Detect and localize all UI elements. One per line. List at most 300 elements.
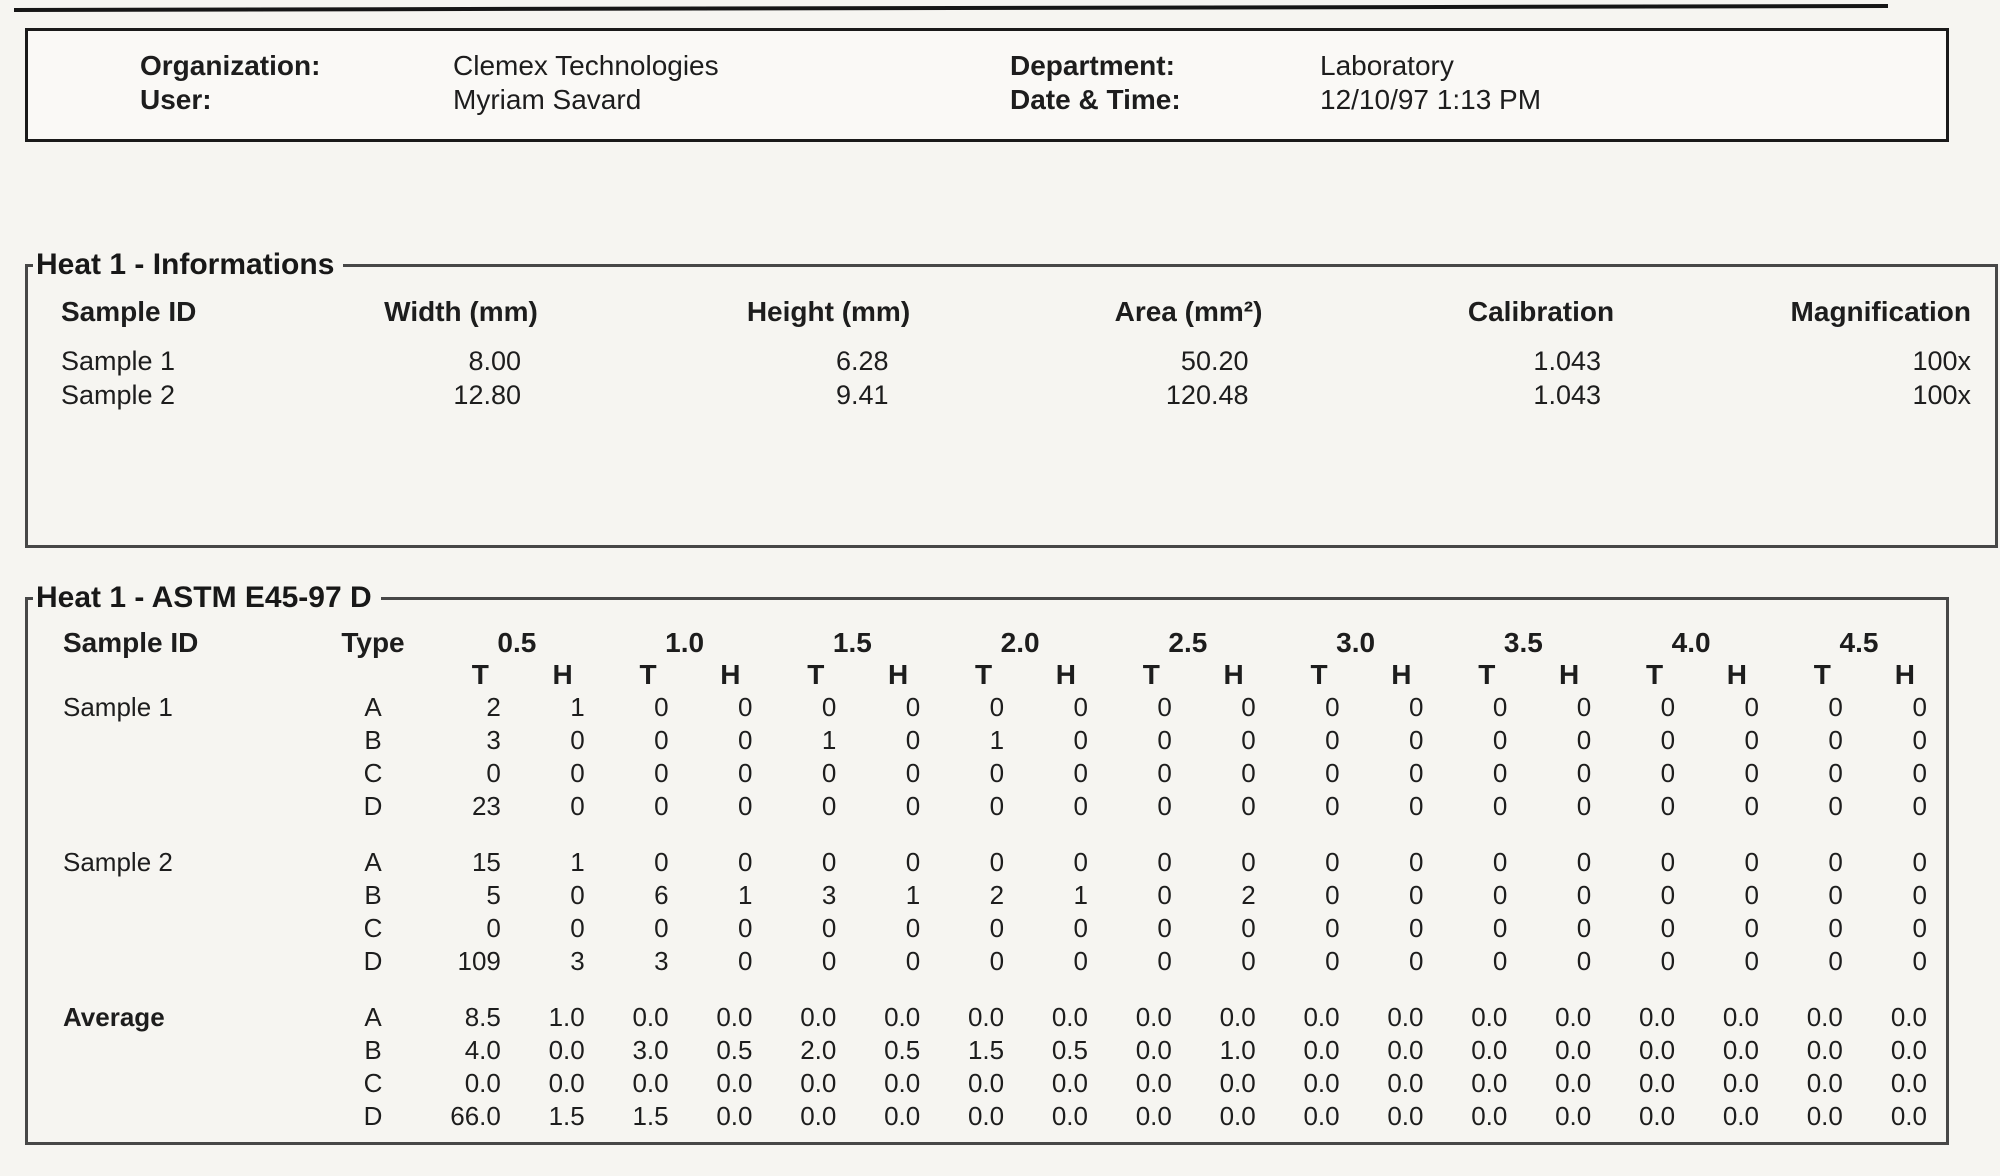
astm-value-cell: 0 [1660,758,1676,788]
astm-value-cell: 0 [905,847,921,877]
astm-value-cell: 0 [1744,692,1759,722]
astm-subcol-header: T [807,659,825,690]
astm-value-cell: 4.0 [464,1035,501,1065]
astm-value-cell: 0 [1660,692,1676,722]
astm-value-cell: 0.5 [1051,1035,1088,1065]
astm-value-cell: 0.0 [1722,1068,1759,1098]
astm-type-cell: A [364,692,382,722]
info-value: 8.00 [468,345,521,376]
astm-value-cell: 1.5 [632,1101,669,1131]
astm-type-cell: D [363,1101,383,1131]
astm-value-cell: 0 [1409,847,1424,877]
astm-value-cell: 0.0 [1051,1068,1088,1098]
astm-value-cell: 0.0 [1555,1068,1592,1098]
astm-value-cell: 0 [905,725,921,755]
astm-value-cell: 0.0 [1303,1035,1340,1065]
astm-value-cell: 0.0 [632,1068,669,1098]
astm-value-cell: 0.0 [1806,1002,1843,1032]
astm-value-cell: 1 [570,692,585,722]
astm-value-cell: 0 [1576,847,1592,877]
user-value: Myriam Savard [453,84,642,115]
astm-row [33,1067,1943,1100]
astm-value-cell: 0 [1492,847,1508,877]
astm-value-cell: 0.0 [1806,1068,1843,1098]
astm-value-cell: 0 [1157,880,1172,910]
astm-value-cell: 0 [1576,725,1592,755]
astm-subcol-header: T [1478,659,1496,690]
info-value-cell [1366,378,1716,412]
astm-value-cell: 0 [989,946,1005,976]
astm-value-cell: 0 [1409,913,1424,943]
info-col-header: Height (mm) [746,296,911,327]
astm-sample-label: Average [63,1002,165,1032]
astm-value-cell: 1 [1073,880,1088,910]
astm-value-cell: 0 [486,758,501,788]
organization-value: Clemex Technologies [453,50,719,81]
info-value-cell: 100x [1912,345,1971,376]
info-value-cell [1011,378,1366,412]
astm-value-cell: 0 [1744,880,1759,910]
astm-row [33,945,1943,978]
astm-value-cell: 0 [1492,758,1508,788]
astm-value-cell: 2 [1241,880,1256,910]
informations-section-title: Heat 1 - Informations [36,248,335,281]
astm-value-cell: 0 [1157,692,1172,722]
astm-value-cell: 0 [1492,880,1508,910]
astm-value-cell: 1 [570,847,585,877]
astm-row [33,691,1943,724]
info-value-cell [276,344,646,378]
astm-value-cell: 2.0 [800,1035,837,1065]
astm-value-cell: 0 [570,725,585,755]
astm-value-cell: 0.0 [1638,1101,1676,1131]
info-col-header: Width (mm) [384,296,538,327]
astm-value-cell: 0.0 [1387,1002,1424,1032]
astm-value-cell: 0 [486,913,501,943]
astm-value-cell: 0 [821,692,837,722]
astm-value-cell: 0 [1409,758,1424,788]
astm-subcol-header: H [720,659,741,690]
astm-sample-label [33,912,313,945]
astm-row [33,1001,1943,1034]
astm-value-cell: 0 [1241,913,1256,943]
astm-value-cell: 0 [1660,847,1676,877]
info-value: 1.043 [1533,345,1601,376]
astm-value-cell: 0.0 [800,1068,837,1098]
astm-value-cell: 0 [1828,913,1843,943]
astm-value-cell: 0 [1409,880,1424,910]
astm-value-cell: 0 [1660,791,1676,821]
astm-value-cell: 3 [486,725,501,755]
astm-value-cell: 0.0 [1219,1101,1256,1131]
astm-value-cell: 0.0 [1890,1002,1927,1032]
astm-value-cell: 0 [1325,725,1340,755]
astm-value-cell: 0 [1744,913,1759,943]
info-value-cell [646,344,1011,378]
astm-value-cell: 0 [1660,725,1676,755]
astm-value-cell: 0.0 [1722,1035,1759,1065]
astm-value-cell: 0 [1828,791,1843,821]
astm-value-cell: 0 [1912,791,1927,821]
astm-value-cell: 0 [1576,791,1592,821]
astm-row [33,724,1943,757]
sample-id-cell: Sample 2 [61,379,176,410]
astm-value-cell: 0 [1912,847,1927,877]
astm-table [33,627,1943,1133]
astm-value-cell: 0 [1576,880,1592,910]
astm-value-cell: 0.0 [1219,1002,1256,1032]
astm-value-cell: 0 [1073,692,1088,722]
astm-value-cell: 0 [905,913,921,943]
astm-value-cell: 0.0 [1471,1068,1508,1098]
astm-type-cell: D [363,946,383,976]
astm-subcol-header: H [1223,659,1244,690]
astm-value-cell: 0.0 [1471,1002,1508,1032]
astm-severity-header: 3.5 [1503,627,1543,658]
astm-value-cell: 0 [905,692,921,722]
astm-value-cell: 0.0 [884,1101,921,1131]
info-value: 1.043 [1533,379,1601,410]
astm-value-cell: 0 [1241,725,1256,755]
astm-value-cell: 0 [905,946,921,976]
astm-value-cell: 3 [821,880,837,910]
department-value: Laboratory [1320,50,1454,81]
astm-value-cell: 0 [1744,725,1759,755]
astm-value-cell: 2 [989,880,1005,910]
astm-severity-header: 2.0 [1000,627,1040,658]
astm-value-cell: 0 [1492,725,1508,755]
astm-value-cell: 0.0 [1135,1101,1172,1131]
astm-value-cell: 0 [821,913,837,943]
astm-value-cell: 0 [1660,880,1676,910]
astm-value-cell: 0 [1157,913,1172,943]
astm-value-cell: 0 [1157,758,1172,788]
astm-value-cell: 0 [1576,758,1592,788]
astm-value-cell: 0 [1576,946,1592,976]
astm-value-cell: 0 [989,692,1005,722]
astm-value-cell: 0 [1157,725,1172,755]
astm-value-cell: 0 [1073,913,1088,943]
astm-value-cell: 0 [1325,791,1340,821]
astm-subcol-header: T [1646,659,1664,690]
info-value: 6.28 [835,345,889,376]
info-row [33,378,1995,412]
astm-value-cell: 0 [1660,913,1676,943]
astm-value-cell: 0 [1409,791,1424,821]
astm-value-cell: 0 [1157,847,1172,877]
astm-severity-header: 4.5 [1839,627,1879,658]
astm-value-cell: 0 [989,791,1005,821]
astm-value-cell: 0 [738,758,753,788]
astm-value-cell: 1 [989,725,1005,755]
astm-value-cell: 0 [821,847,837,877]
astm-value-cell: 0 [738,791,753,821]
astm-type-cell: B [364,1035,382,1065]
astm-value-cell: 0 [1744,847,1759,877]
report-header [25,28,1949,142]
astm-value-cell: 3 [570,946,585,976]
astm-row [33,846,1943,879]
astm-value-cell: 0 [1073,946,1088,976]
astm-value-cell: 109 [457,946,501,976]
astm-value-cell: 0 [821,791,837,821]
astm-severity-header: 1.5 [832,627,872,658]
astm-value-cell: 0.0 [1303,1101,1340,1131]
astm-value-cell: 0 [1660,946,1676,976]
astm-value-cell: 0 [570,791,585,821]
astm-value-cell: 0.0 [1135,1068,1172,1098]
astm-value-cell: 0 [1409,725,1424,755]
astm-value-cell: 1.5 [967,1035,1005,1065]
astm-value-cell: 0.0 [800,1002,837,1032]
astm-value-cell: 0 [905,758,921,788]
astm-value-cell: 2 [486,692,501,722]
astm-value-cell: 0.0 [1135,1002,1172,1032]
astm-type-cell: A [364,847,382,877]
astm-value-cell: 0 [1492,692,1508,722]
astm-value-cell: 3 [654,946,669,976]
astm-value-cell: 8.5 [464,1002,501,1032]
astm-type-cell: B [364,880,382,910]
info-value-cell [646,378,1011,412]
astm-value-cell: 0 [738,946,753,976]
astm-value-cell: 0.0 [1219,1068,1256,1098]
astm-value-cell: 0 [1828,946,1843,976]
astm-value-cell: 0.0 [464,1068,501,1098]
info-row [33,344,1995,378]
astm-value-cell: 0.0 [884,1068,921,1098]
astm-value-cell: 0.0 [548,1035,585,1065]
astm-value-cell: 1 [821,725,837,755]
astm-value-cell: 0 [1828,847,1843,877]
astm-subcol-header: H [552,659,573,690]
astm-type-cell: C [363,913,383,943]
astm-value-cell: 0.0 [1555,1101,1592,1131]
info-value-cell [1366,344,1716,378]
astm-value-cell: 6 [654,880,669,910]
astm-value-cell: 0.0 [967,1101,1005,1131]
astm-severity-header: 1.0 [665,627,705,658]
astm-value-cell: 0 [1576,692,1592,722]
astm-value-cell: 0.0 [967,1002,1005,1032]
astm-value-cell: 0 [1492,791,1508,821]
astm-value-cell: 0.0 [1806,1035,1843,1065]
astm-value-cell: 0.0 [1387,1101,1424,1131]
astm-value-cell: 0.0 [1387,1035,1424,1065]
astm-spacer-row [33,823,1943,846]
astm-row [33,912,1943,945]
astm-severity-header: 0.5 [497,627,537,658]
astm-severity-header: 4.0 [1671,627,1711,658]
astm-row [33,1034,1943,1067]
astm-value-cell: 0 [654,725,669,755]
astm-value-cell: 0 [1073,758,1088,788]
astm-value-cell: 0 [1828,758,1843,788]
astm-value-cell: 0 [738,692,753,722]
astm-value-cell: 1.0 [1219,1035,1256,1065]
astm-sample-label [33,724,313,757]
info-col-header: Area (mm²) [1114,296,1263,327]
astm-value-cell: 0.0 [1051,1101,1088,1131]
department-label: Department: [1010,50,1175,81]
astm-value-cell: 0.0 [1638,1035,1676,1065]
astm-value-cell: 0 [1409,946,1424,976]
astm-value-cell: 0 [1241,758,1256,788]
astm-value-cell: 0.0 [548,1068,585,1098]
astm-value-cell: 0 [1241,692,1256,722]
info-col-header: Sample ID [61,296,197,327]
astm-value-cell: 0 [654,758,669,788]
astm-value-cell: 0.0 [1890,1101,1927,1131]
astm-subcol-header: T [1310,659,1328,690]
astm-value-cell: 0 [1828,880,1843,910]
astm-sample-label [33,1100,313,1133]
astm-value-cell: 0.0 [884,1002,921,1032]
astm-section [25,583,1949,1145]
astm-value-cell: 0 [1912,692,1927,722]
astm-severity-header: 2.5 [1168,627,1208,658]
info-value: 12.80 [453,379,521,410]
info-value: 120.48 [1165,379,1249,410]
astm-value-cell: 0 [1828,725,1843,755]
astm-value-cell: 0 [1409,692,1424,722]
astm-value-cell: 0 [1492,913,1508,943]
astm-value-cell: 0 [1073,847,1088,877]
info-value-cell: 100x [1912,379,1971,410]
astm-type-cell: D [363,791,383,821]
scan-edge-line [14,4,1888,12]
info-col-header: Calibration [1467,296,1615,327]
astm-value-cell: 0.0 [1387,1068,1424,1098]
astm-value-cell: 0 [1325,913,1340,943]
astm-value-cell: 0.5 [884,1035,921,1065]
astm-value-cell: 0 [570,913,585,943]
info-value: 9.41 [835,379,889,410]
astm-value-cell: 0 [654,847,669,877]
astm-value-cell: 0 [654,791,669,821]
info-col-header: Magnification [1790,296,1971,327]
astm-value-cell: 0.0 [716,1002,753,1032]
astm-section-title: Heat 1 - ASTM E45-97 D [36,581,372,614]
astm-value-cell: 0 [570,880,585,910]
astm-severity-header: 3.0 [1336,627,1376,658]
astm-value-cell: 0 [1325,758,1340,788]
astm-subcol-header: T [975,659,993,690]
astm-value-cell: 0.0 [1806,1101,1843,1131]
astm-value-cell: 0 [1325,946,1340,976]
astm-sample-label [33,1034,313,1067]
astm-value-cell: 0 [989,913,1005,943]
astm-row [33,879,1943,912]
astm-value-cell: 0 [1157,791,1172,821]
astm-value-cell: 0 [654,692,669,722]
astm-value-cell: 0 [821,758,837,788]
astm-value-cell: 0.0 [1051,1002,1088,1032]
astm-row [33,1100,1943,1133]
astm-value-cell: 0.0 [1135,1035,1172,1065]
astm-type-cell: B [364,725,382,755]
astm-type-cell: C [363,1068,383,1098]
astm-value-cell: 0 [654,913,669,943]
astm-value-cell: 1 [905,880,921,910]
astm-value-cell: 3.0 [632,1035,669,1065]
info-value-cell [276,378,646,412]
astm-value-cell: 1 [738,880,753,910]
astm-subcol-header: H [1726,659,1747,690]
astm-value-cell: 0 [1576,913,1592,943]
astm-value-cell: 0.0 [1722,1002,1759,1032]
astm-value-cell: 0 [1325,847,1340,877]
astm-value-cell: 0 [1325,692,1340,722]
astm-value-cell: 0.0 [1471,1101,1508,1131]
astm-subcol-header: T [1813,659,1831,690]
astm-value-cell: 0.0 [1555,1035,1592,1065]
astm-value-cell: 0 [1744,791,1759,821]
astm-value-cell: 0.0 [1303,1002,1340,1032]
astm-subcol-header: T [471,659,489,690]
astm-subcol-header: T [639,659,657,690]
astm-value-cell: 0 [989,758,1005,788]
astm-value-cell: 0 [1241,791,1256,821]
astm-value-cell: 5 [486,880,501,910]
astm-subcol-header: H [1055,659,1076,690]
informations-table [33,296,1995,412]
astm-value-cell: 0 [821,946,837,976]
astm-value-cell: 0.0 [1890,1035,1927,1065]
astm-sample-label [33,945,313,978]
astm-sample-label [33,790,313,823]
astm-value-cell: 0.0 [967,1068,1005,1098]
astm-type-cell: A [364,1002,382,1032]
astm-value-cell: 0.0 [716,1101,753,1131]
astm-value-cell: 0 [1073,725,1088,755]
organization-label: Organization: [140,50,321,81]
astm-sample-label [33,879,313,912]
astm-value-cell: 0 [989,847,1005,877]
astm-value-cell: 0.0 [1890,1068,1927,1098]
astm-value-cell: 0 [1241,946,1256,976]
astm-value-cell: 15 [471,847,501,877]
astm-value-cell: 0.0 [632,1002,669,1032]
astm-subcol-header: H [888,659,909,690]
astm-value-cell: 0 [1912,725,1927,755]
astm-value-cell: 0 [1912,913,1927,943]
astm-value-cell: 0 [1744,946,1759,976]
astm-value-cell: 0.0 [716,1068,753,1098]
astm-value-cell: 0.0 [1555,1002,1592,1032]
astm-row [33,790,1943,823]
astm-value-cell: 0.5 [716,1035,753,1065]
astm-subcol-header: T [1142,659,1160,690]
astm-value-cell: 0 [1828,692,1843,722]
astm-sample-label: Sample 1 [63,692,173,722]
user-label: User: [140,84,212,115]
astm-sample-label [33,757,313,790]
datetime-value: 12/10/97 1:13 PM [1320,84,1542,115]
astm-value-cell: 66.0 [450,1101,501,1131]
astm-value-cell: 0 [1073,791,1088,821]
info-value: 50.20 [1180,345,1249,376]
astm-value-cell: 0 [905,791,921,821]
astm-col-sample-id: Sample ID [63,627,199,658]
astm-type-cell: C [363,758,383,788]
astm-value-cell: 0 [738,913,753,943]
astm-subcol-header: H [1391,659,1412,690]
astm-value-cell: 1.5 [548,1101,585,1131]
informations-header-row [33,296,1995,344]
astm-value-cell: 0.0 [800,1101,837,1131]
astm-value-cell: 0 [738,725,753,755]
